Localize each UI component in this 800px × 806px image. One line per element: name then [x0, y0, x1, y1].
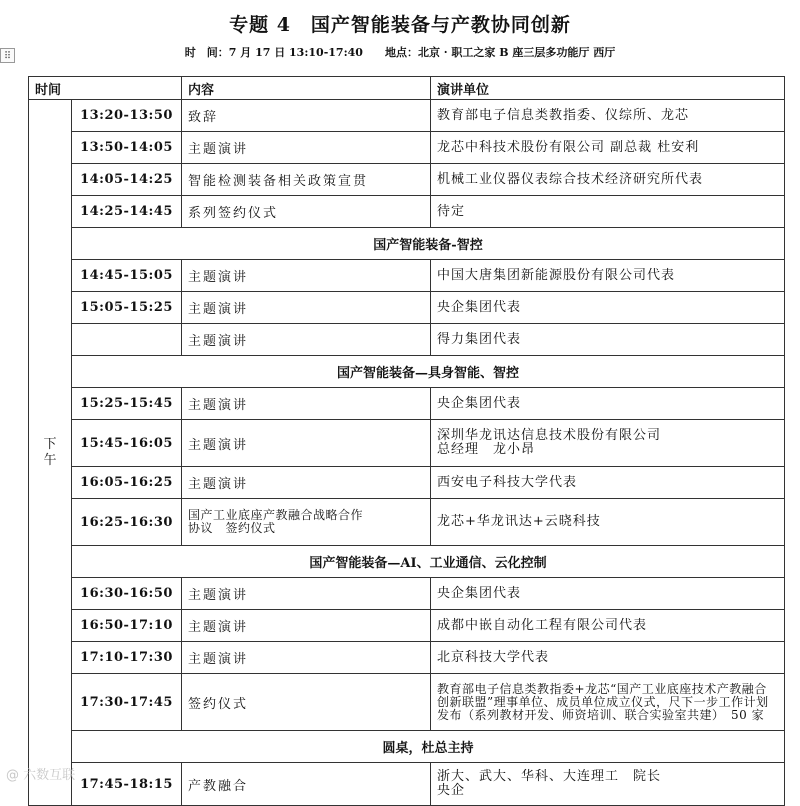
content-cell: 签约仪式: [182, 674, 431, 731]
time-cell: 15:05-15:25: [72, 292, 182, 324]
content-cell: 国产工业底座产教融合战略合作 协议 签约仪式: [182, 499, 431, 546]
section-title: 国产智能装备—AI、工业通信、云化控制: [72, 546, 785, 578]
unit-cell: 得力集团代表: [431, 324, 785, 356]
section-row: [29, 356, 785, 388]
agenda-row: [29, 164, 785, 196]
drag-handle-icon[interactable]: ⠿: [0, 48, 15, 63]
unit-cell: 龙芯中科技术股份有限公司 副总裁 杜安利: [431, 132, 785, 164]
time-cell: 15:45-16:05: [72, 420, 182, 467]
content-cell: 智能检测装备相关政策宣贯: [182, 164, 431, 196]
time-cell: 14:45-15:05: [72, 260, 182, 292]
time-cell: 16:50-17:10: [72, 610, 182, 642]
page-title: 专题 4 国产智能装备与产教协同创新: [229, 14, 571, 36]
agenda-row: [29, 610, 785, 642]
section-title: 国产智能装备-智控: [72, 228, 785, 260]
content-cell: 主题演讲: [182, 260, 431, 292]
agenda-row: [29, 467, 785, 499]
content-cell: 主题演讲: [182, 324, 431, 356]
unit-cell: 央企集团代表: [431, 292, 785, 324]
agenda-row: [29, 578, 785, 610]
time-cell: 16:05-16:25: [72, 467, 182, 499]
content-cell: 系列签约仪式: [182, 196, 431, 228]
content-cell: 致辞: [182, 100, 431, 132]
unit-cell: 央企集团代表: [431, 578, 785, 610]
content-cell: 产教融合: [182, 763, 431, 806]
unit-cell: 成都中嵌自动化工程有限公司代表: [431, 610, 785, 642]
header-time: 时间: [29, 77, 182, 100]
agenda-row: [29, 420, 785, 467]
agenda-row: [29, 260, 785, 292]
content-cell: 主题演讲: [182, 642, 431, 674]
content-cell: 主题演讲: [182, 610, 431, 642]
time-cell: 17:10-17:30: [72, 642, 182, 674]
unit-cell: 教育部电子信息类教指委+龙芯“国产工业底座技术产教融合创新联盟”理事单位、成员单位成立仪式，尺下一步工作计划发布（系列教材开发、师资培训、联合实验室共建） 50 家: [431, 674, 785, 731]
header-unit: 演讲单位: [431, 77, 785, 100]
content-cell: 主题演讲: [182, 578, 431, 610]
section-row: [29, 546, 785, 578]
time-location-line: 时 间：7 月 17 日 13:10-17:40 地点：北京 · 职工之家 B 座三层多功能厅 西厅: [184, 46, 616, 59]
section-row: [29, 731, 785, 763]
content-cell: 主题演讲: [182, 467, 431, 499]
unit-cell: 西安电子科技大学代表: [431, 467, 785, 499]
agenda-row: [29, 196, 785, 228]
content-cell: 主题演讲: [182, 292, 431, 324]
time-cell: 13:50-14:05: [72, 132, 182, 164]
time-cell: 16:30-16:50: [72, 578, 182, 610]
time-cell: 15:25-15:45: [72, 388, 182, 420]
table-header-row: [29, 77, 785, 100]
agenda-row: [29, 388, 785, 420]
unit-cell: 央企集团代表: [431, 388, 785, 420]
unit-cell: 待定: [431, 196, 785, 228]
time-cell: 14:05-14:25: [72, 164, 182, 196]
content-cell: 主题演讲: [182, 420, 431, 467]
unit-cell: 深圳华龙讯达信息技术股份有限公司 总经理 龙小昂: [431, 420, 785, 467]
unit-cell: 机械工业仪器仪表综合技术经济研究所代表: [431, 164, 785, 196]
agenda-row: [29, 642, 785, 674]
header-content: 内容: [182, 77, 431, 100]
agenda-row: [29, 499, 785, 546]
section-title: 圆桌，杜总主持: [72, 731, 785, 763]
time-cell: 14:25-14:45: [72, 196, 182, 228]
time-cell: 16:25-16:30: [72, 499, 182, 546]
content-cell: 主题演讲: [182, 388, 431, 420]
time-cell: 13:20-13:50: [72, 100, 182, 132]
unit-cell: 中国大唐集团新能源股份有限公司代表: [431, 260, 785, 292]
unit-cell: 龙芯+华龙讯达+云晓科技: [431, 499, 785, 546]
period-cell: 下 午: [29, 100, 72, 806]
time-cell: 17:30-17:45: [72, 674, 182, 731]
agenda-table: [28, 76, 785, 806]
time-cell: [72, 324, 182, 356]
section-row: [29, 228, 785, 260]
watermark: @ 六数互联: [6, 768, 76, 783]
content-cell: 主题演讲: [182, 132, 431, 164]
unit-cell: 北京科技大学代表: [431, 642, 785, 674]
section-title: 国产智能装备—具身智能、智控: [72, 356, 785, 388]
agenda-row: [29, 100, 785, 132]
agenda-row: [29, 324, 785, 356]
unit-cell: 教育部电子信息类教指委、仪综所、龙芯: [431, 100, 785, 132]
agenda-row: [29, 132, 785, 164]
unit-cell: 浙大、武大、华科、大连理工 院长 央企: [431, 763, 785, 806]
time-cell: 17:45-18:15: [72, 763, 182, 806]
agenda-row: [29, 674, 785, 731]
agenda-row: [29, 763, 785, 806]
agenda-row: [29, 292, 785, 324]
